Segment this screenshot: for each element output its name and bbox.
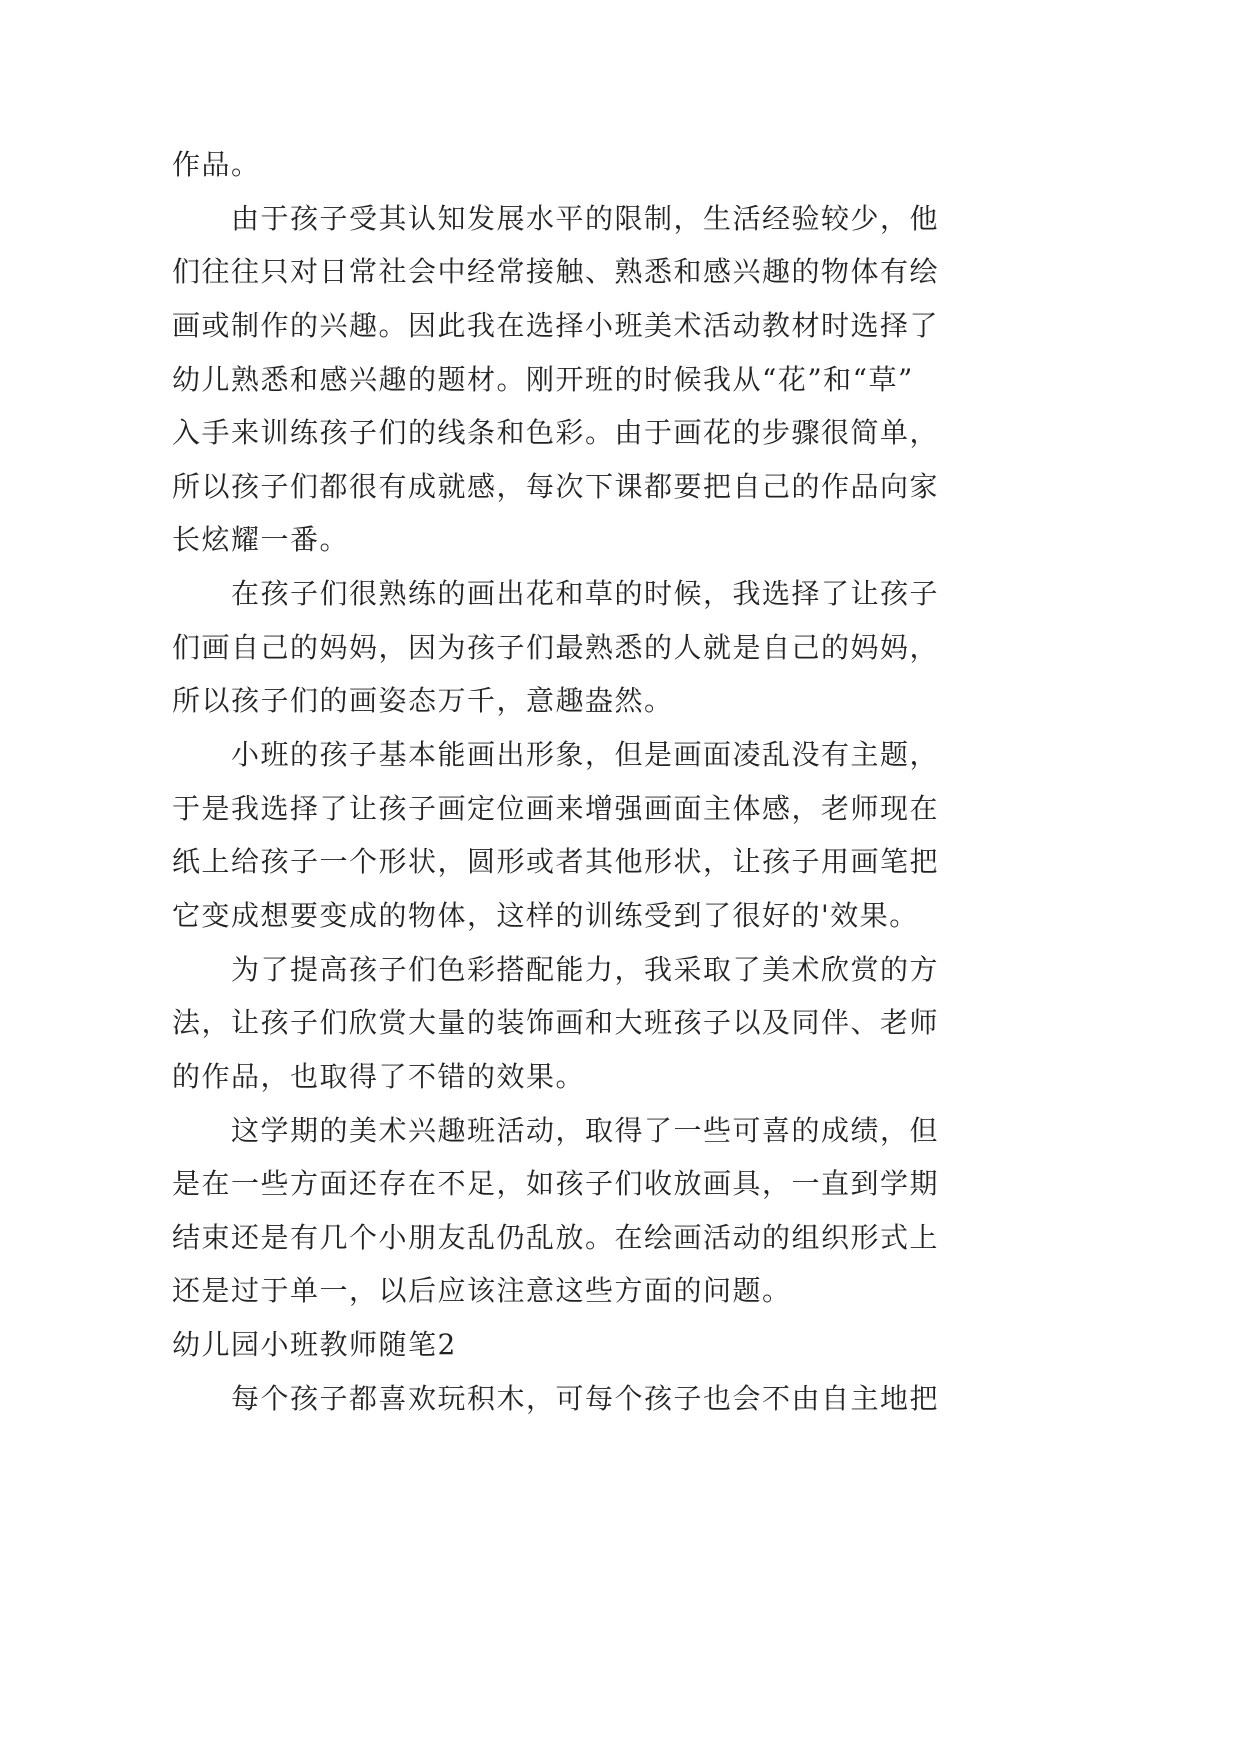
text-line: 作品。: [172, 148, 261, 181]
text-line: 由于孩子受其认知发展水平的限制，生活经验较少，他: [231, 201, 940, 235]
text-line: 是在一些方面还存在不足，如孩子们收放画具，一直到学期: [172, 1167, 940, 1201]
text-line: 每个孩子都喜欢玩积木，可每个孩子也会不由自主地把: [231, 1381, 940, 1415]
text-line: 小班的孩子基本能画出形象，但是画面凌乱没有主题，: [231, 738, 940, 772]
text-line: 们往往只对日常社会中经常接触、熟悉和感兴趣的物体有绘: [172, 255, 940, 289]
text-line: 它变成想要变成的物体，这样的训练受到了很好的'效果。: [172, 898, 919, 932]
text-line: 结束还是有几个小朋友乱仍乱放。在绘画活动的组织形式上: [172, 1220, 940, 1254]
text-line: 们画自己的妈妈，因为孩子们最熟悉的人就是自己的妈妈，: [172, 630, 940, 664]
text-line: 还是过于单一，以后应该注意这些方面的问题。: [172, 1274, 792, 1308]
text-line: 的作品，也取得了不错的效果。: [172, 1059, 586, 1093]
text-line: 画或制作的兴趣。因此我在选择小班美术活动教材时选择了: [172, 308, 940, 342]
paragraph: [172, 1372, 1032, 1426]
text-line: 于是我选择了让孩子画定位画来增强画面主体感，老师现在: [172, 791, 940, 825]
paragraph: [172, 567, 1032, 728]
text-line: 入手来训练孩子们的线条和色彩。由于画花的步骤很简单，: [172, 416, 940, 450]
paragraph: [172, 943, 1032, 1104]
paragraph: [172, 138, 1032, 192]
text-line: 长炫耀一番。: [172, 523, 350, 557]
text-line: 法，让孩子们欣赏大量的装饰画和大班孩子以及同伴、老师: [172, 1006, 940, 1040]
section-heading: 幼儿园小班教师随笔2: [172, 1328, 457, 1362]
paragraph: [172, 192, 1032, 567]
text-line: 幼儿熟悉和感兴趣的题材。刚开班的时候我从“花”和“草”: [172, 362, 914, 396]
paragraph: [172, 728, 1032, 943]
text-line: 这学期的美术兴趣班活动，取得了一些可喜的成绩，但: [231, 1113, 940, 1147]
text-line: 为了提高孩子们色彩搭配能力，我采取了美术欣赏的方: [231, 952, 940, 986]
document-body: [172, 138, 1032, 1425]
text-line: 所以孩子们都很有成就感，每次下课都要把自己的作品向家: [172, 469, 940, 503]
text-line: 所以孩子们的画姿态万千，意趣盎然。: [172, 684, 674, 718]
text-line: 纸上给孩子一个形状，圆形或者其他形状，让孩子用画笔把: [172, 845, 940, 879]
text-line: 在孩子们很熟练的画出花和草的时候，我选择了让孩子: [231, 577, 940, 611]
paragraph: [172, 1104, 1032, 1319]
